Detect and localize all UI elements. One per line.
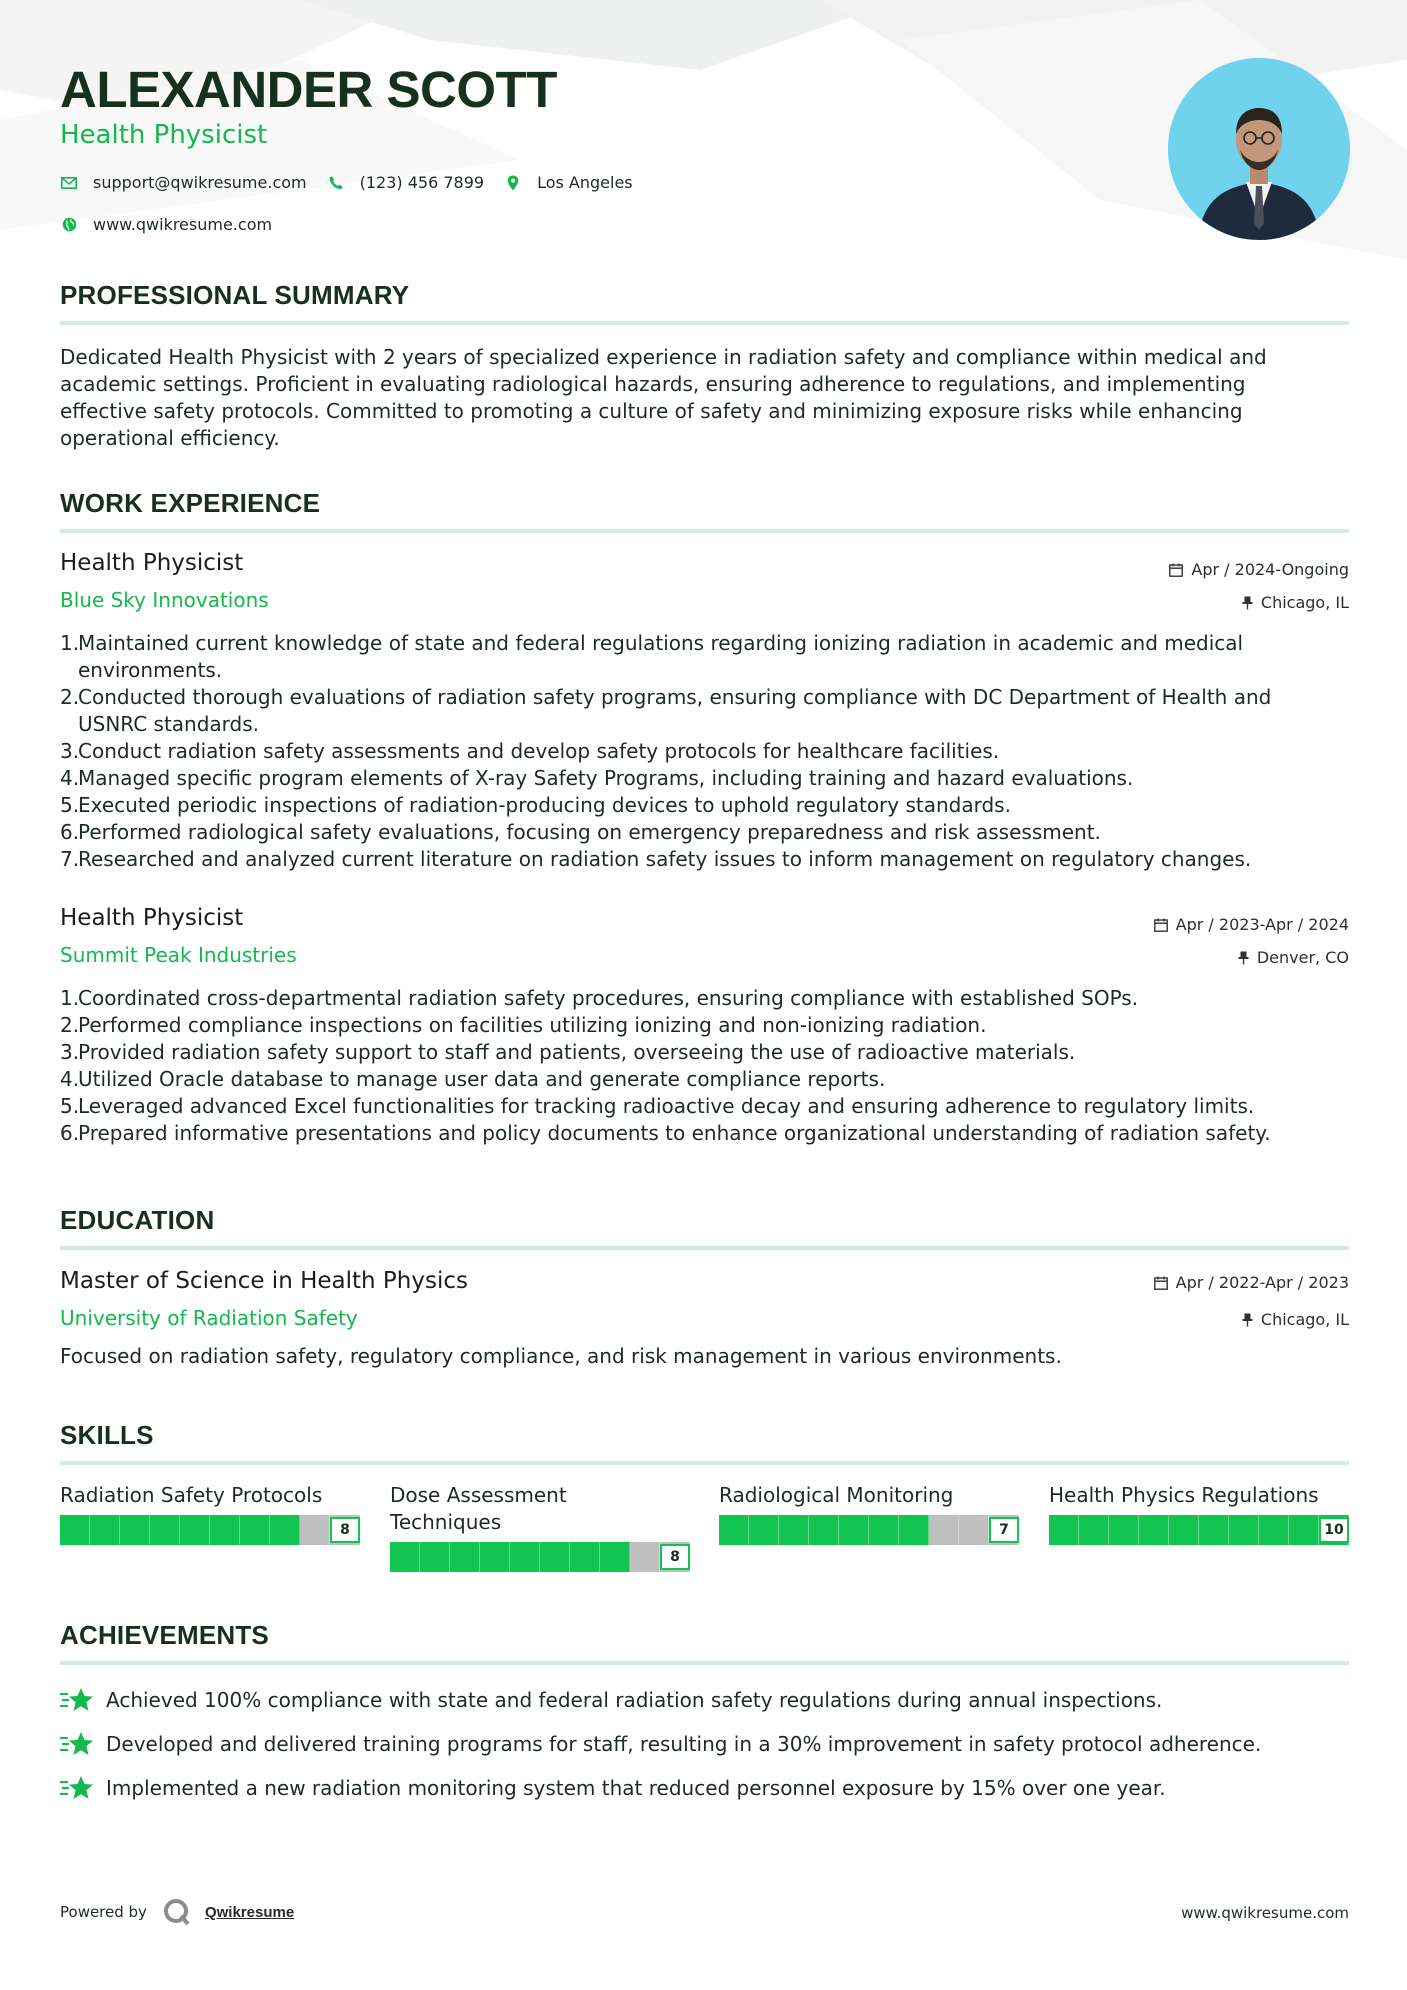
skill-bar-segment — [1229, 1515, 1259, 1545]
footer-website[interactable]: www.qwikresume.com — [1181, 1904, 1349, 1922]
skill-bar-segment — [719, 1515, 749, 1545]
achievement-text: Developed and delivered training programs for staff, resulting in a 30% improvement in safety protocol adherence. — [106, 1732, 1262, 1756]
star-icon — [60, 1730, 96, 1758]
skill-item — [390, 1482, 690, 1572]
skill-bar — [390, 1542, 690, 1572]
skill-bar-segment — [1199, 1515, 1229, 1545]
email-text: support@qwikresume.com — [93, 173, 307, 192]
list-item — [60, 985, 1349, 1012]
candidate-role: Health Physicist — [60, 120, 268, 150]
list-item — [60, 1120, 1349, 1147]
skill-bar-segment — [600, 1542, 630, 1572]
bullet-number: 2. — [60, 1013, 80, 1037]
footer-powered-by — [60, 1898, 294, 1926]
education-location — [1242, 1310, 1349, 1329]
job-company: Blue Sky Innovations — [60, 588, 269, 612]
job-bullets — [60, 630, 1349, 873]
achievement-item — [60, 1686, 1162, 1714]
list-item — [60, 684, 1349, 738]
achievement-item — [60, 1774, 1166, 1802]
education-location-text: Chicago, IL — [1260, 1310, 1349, 1329]
bullet-number: 4. — [60, 766, 80, 790]
skill-bar — [719, 1515, 1019, 1545]
skill-bar-segment — [60, 1515, 90, 1545]
skill-name: Techniques — [390, 1510, 502, 1534]
job-company: Summit Peak Industries — [60, 943, 297, 967]
bullet-line: Utilized Oracle database to manage user data and generate compliance reports. — [78, 1067, 886, 1091]
job-title: Health Physicist — [60, 550, 244, 576]
bullet-line: environments. — [78, 658, 223, 682]
summary-line: operational efficiency. — [60, 426, 280, 450]
summary-line: academic settings. Proficient in evaluating radiological hazards, ensuring adherence to regulations, and implementing — [60, 372, 1246, 396]
skill-bar-segment — [540, 1542, 570, 1572]
achievement-text: Implemented a new radiation monitoring system that reduced personnel exposure by 15% over one year. — [106, 1776, 1166, 1800]
list-item — [60, 819, 1349, 846]
skill-name: Radiological Monitoring — [719, 1483, 954, 1507]
skill-bar-segment — [779, 1515, 809, 1545]
job-bullets — [60, 985, 1349, 1147]
bullet-number: 7. — [60, 847, 80, 871]
job-location-text: Denver, CO — [1256, 948, 1349, 967]
bullet-line: Performed compliance inspections on facilities utilizing ionizing and non-ionizing radiation. — [78, 1013, 987, 1037]
list-item — [60, 1039, 1349, 1066]
star-icon — [60, 1774, 96, 1802]
bullet-number: 5. — [60, 793, 80, 817]
skill-bar-segment — [420, 1542, 450, 1572]
job-date-text: Apr / 2023-Apr / 2024 — [1175, 915, 1349, 934]
skill-name: Radiation Safety Protocols — [60, 1483, 323, 1507]
skill-score: 8 — [330, 1517, 360, 1543]
skill-bar-segment — [1139, 1515, 1169, 1545]
list-item — [60, 1066, 1349, 1093]
achievement-text: Achieved 100% compliance with state and federal radiation safety regulations during annual inspections. — [106, 1688, 1163, 1712]
job-date — [1154, 915, 1349, 934]
bullet-number: 1. — [60, 986, 80, 1010]
skill-bar-segment — [180, 1515, 210, 1545]
bullet-number: 6. — [60, 820, 80, 844]
calendar-icon — [1154, 918, 1168, 932]
skill-bar-segment — [120, 1515, 150, 1545]
bullet-line: Provided radiation safety support to staff and patients, overseeing the use of radioactive materials. — [78, 1040, 1076, 1064]
profile-photo — [1168, 58, 1350, 240]
bullet-number: 6. — [60, 1121, 80, 1145]
list-item — [60, 1093, 1349, 1120]
skill-bar-track — [60, 1515, 360, 1545]
bullet-number: 4. — [60, 1067, 80, 1091]
bullet-line: Managed specific program elements of X-ray Safety Programs, including training and hazard evaluations. — [78, 766, 1134, 790]
skill-score: 10 — [1319, 1517, 1349, 1543]
list-item — [60, 846, 1349, 873]
skill-item — [719, 1482, 1019, 1545]
qwikresume-logo-icon — [163, 1898, 191, 1926]
section-title-skills: SKILLS — [60, 1420, 1349, 1465]
contact-phone[interactable] — [327, 173, 484, 192]
section-title-education: EDUCATION — [60, 1205, 1349, 1250]
contact-location — [504, 173, 633, 192]
contact-row — [60, 173, 653, 192]
contact-website[interactable] — [60, 215, 272, 234]
calendar-icon — [1169, 563, 1183, 577]
skill-bar — [60, 1515, 360, 1545]
calendar-icon — [1154, 1276, 1168, 1290]
bullet-line: Coordinated cross-departmental radiation safety procedures, ensuring compliance with established SOPs. — [78, 986, 1139, 1010]
skill-bar-segment — [809, 1515, 839, 1545]
pushpin-icon — [1242, 596, 1253, 610]
skill-bar-segment — [240, 1515, 270, 1545]
skill-bar — [1049, 1515, 1349, 1545]
section-title-summary: PROFESSIONAL SUMMARY — [60, 280, 1349, 325]
skill-bar-segment — [210, 1515, 240, 1545]
skill-bar-segment — [929, 1515, 959, 1545]
education-date — [1154, 1273, 1349, 1292]
skill-item — [1049, 1482, 1349, 1545]
globe-icon — [60, 216, 78, 234]
summary-paragraph — [60, 344, 1349, 452]
education-degree: Master of Science in Health Physics — [60, 1268, 468, 1294]
job-location — [1238, 948, 1349, 967]
phone-icon — [327, 174, 345, 192]
skill-bar-segment — [300, 1515, 330, 1545]
bullet-line: Performed radiological safety evaluations, focusing on emergency preparedness and risk assessment. — [78, 820, 1101, 844]
summary-line: effective safety protocols. Committed to promoting a culture of safety and minimizing exposure risks while enhancing — [60, 399, 1243, 423]
star-icon — [60, 1686, 96, 1714]
bullet-number: 3. — [60, 1040, 80, 1064]
skill-bar-segment — [869, 1515, 899, 1545]
contact-row-website — [60, 215, 292, 234]
bullet-line: Executed periodic inspections of radiation-producing devices to uphold regulatory standards. — [78, 793, 1011, 817]
website-text: www.qwikresume.com — [93, 215, 273, 234]
contact-email[interactable] — [60, 173, 307, 192]
job-date — [1169, 560, 1349, 579]
job-date-text: Apr / 2024-Ongoing — [1191, 560, 1349, 579]
skill-bar-segment — [480, 1542, 510, 1572]
skill-bar-segment — [1049, 1515, 1079, 1545]
skill-bar-segment — [510, 1542, 540, 1572]
skill-bar-segment — [959, 1515, 989, 1545]
list-item — [60, 765, 1349, 792]
bullet-number: 3. — [60, 739, 80, 763]
education-school: University of Radiation Safety — [60, 1306, 358, 1330]
location-text: Los Angeles — [537, 173, 633, 192]
bullet-line: Conducted thorough evaluations of radiation safety programs, ensuring compliance with DC Department of Health and — [78, 685, 1272, 709]
powered-by-text: Powered by — [60, 1903, 147, 1921]
list-item — [60, 630, 1349, 684]
skill-bar-segment — [390, 1542, 420, 1572]
skill-bar-track — [1049, 1515, 1349, 1545]
education-date-text: Apr / 2022-Apr / 2023 — [1175, 1273, 1349, 1292]
map-pin-icon — [504, 174, 522, 192]
list-item — [60, 738, 1349, 765]
job-location-text: Chicago, IL — [1260, 593, 1349, 612]
education-description: Focused on radiation safety, regulatory compliance, and risk management in various environments. — [60, 1344, 1062, 1368]
skill-name: Dose Assessment — [390, 1483, 567, 1507]
pushpin-icon — [1238, 951, 1249, 965]
skill-bar-segment — [570, 1542, 600, 1572]
bullet-line: Researched and analyzed current literature on radiation safety issues to inform management on regulatory changes. — [78, 847, 1252, 871]
skill-bar-track — [390, 1542, 690, 1572]
bullet-line: Prepared informative presentations and policy documents to enhance organizational understanding of radiation safety. — [78, 1121, 1271, 1145]
skill-bar-segment — [1109, 1515, 1139, 1545]
summary-line: Dedicated Health Physicist with 2 years of specialized experience in radiation safety and compliance within medical and — [60, 345, 1267, 369]
job-title: Health Physicist — [60, 905, 244, 931]
skill-bar-segment — [450, 1542, 480, 1572]
job-location — [1242, 593, 1349, 612]
bullet-number: 5. — [60, 1094, 80, 1118]
bullet-number: 2. — [60, 685, 80, 709]
skill-bar-segment — [630, 1542, 660, 1572]
skill-bar-segment — [1259, 1515, 1289, 1545]
skill-bar-segment — [839, 1515, 869, 1545]
achievement-item — [60, 1730, 1261, 1758]
skill-bar-segment — [1289, 1515, 1319, 1545]
skill-bar-track — [719, 1515, 1019, 1545]
bullet-line: USNRC standards. — [78, 712, 260, 736]
section-title-experience: WORK EXPERIENCE — [60, 488, 1349, 533]
footer-brand-link[interactable]: Qwikresume — [204, 1903, 295, 1921]
skill-score: 8 — [660, 1544, 690, 1570]
skill-bar-segment — [270, 1515, 300, 1545]
skill-item — [60, 1482, 360, 1545]
bullet-line: Leveraged advanced Excel functionalities for tracking radioactive decay and ensuring adherence to regulatory limits. — [78, 1094, 1255, 1118]
list-item — [60, 1012, 1349, 1039]
pushpin-icon — [1242, 1313, 1253, 1327]
envelope-icon — [60, 174, 78, 192]
list-item — [60, 792, 1349, 819]
skill-bar-segment — [90, 1515, 120, 1545]
bullet-number: 1. — [60, 631, 80, 655]
skill-bar-segment — [749, 1515, 779, 1545]
skill-score: 7 — [989, 1517, 1019, 1543]
candidate-name: ALEXANDER SCOTT — [60, 61, 557, 118]
skill-bar-segment — [899, 1515, 929, 1545]
section-title-achievements: ACHIEVEMENTS — [60, 1620, 1349, 1665]
phone-text: (123) 456 7899 — [359, 173, 485, 192]
bullet-line: Maintained current knowledge of state and federal regulations regarding ionizing radiation in academic and medical — [78, 631, 1244, 655]
skill-bar-segment — [1079, 1515, 1109, 1545]
skill-bar-segment — [150, 1515, 180, 1545]
bullet-line: Conduct radiation safety assessments and develop safety protocols for healthcare facilities. — [78, 739, 1000, 763]
skill-name: Health Physics Regulations — [1049, 1483, 1319, 1507]
skill-bar-segment — [1169, 1515, 1199, 1545]
